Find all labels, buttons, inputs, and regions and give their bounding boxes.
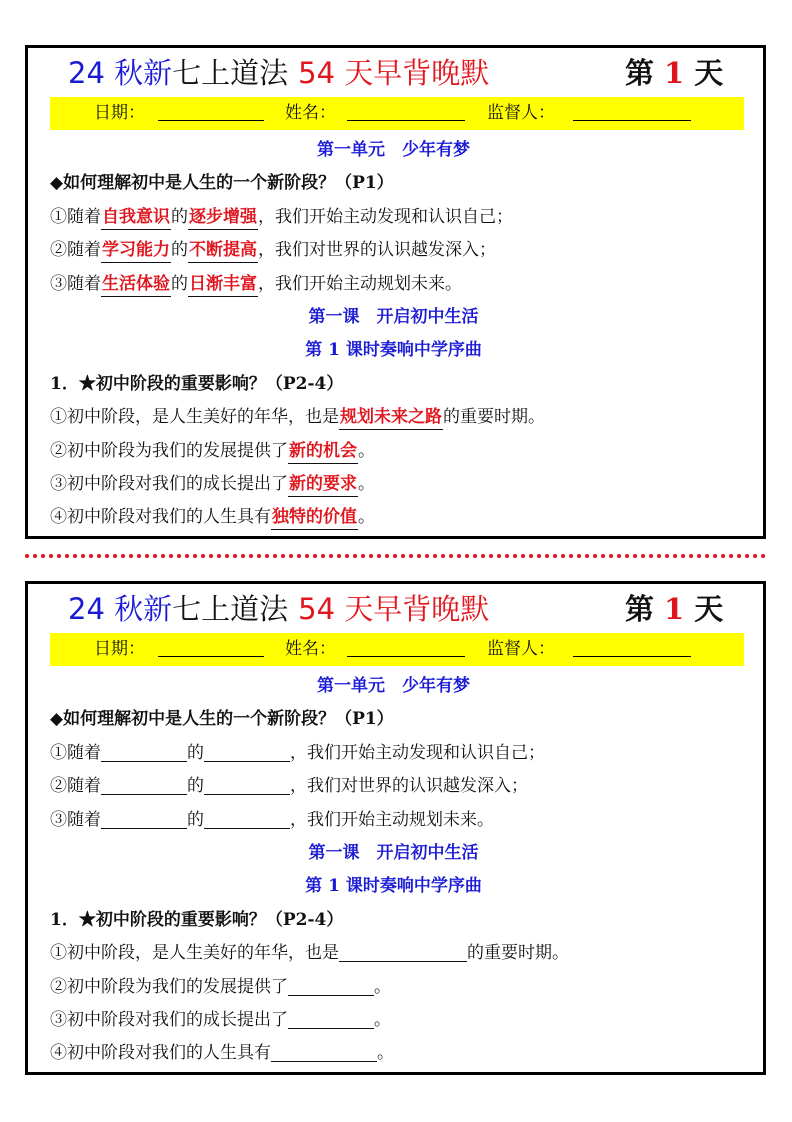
info-bar	[50, 633, 744, 666]
fill-blank[interactable]	[204, 739, 290, 762]
question-heading: ◆如何理解初中是人生的一个新阶段？（P1）	[50, 709, 394, 730]
cut-line-divider	[25, 554, 766, 558]
title-part-1: 24 秋新	[68, 592, 173, 626]
item-text: ，我们开始主动规划未来。	[290, 809, 494, 830]
period-title: 第 1 课时奏响中学序曲	[305, 876, 482, 897]
day-prefix: 第	[625, 56, 655, 90]
day-number: 1	[664, 592, 685, 626]
name-label: 姓名：	[285, 103, 336, 123]
fill-blank[interactable]	[101, 739, 187, 762]
answer-text: 独特的价值	[271, 505, 358, 530]
list-item	[50, 268, 753, 301]
title-part-3: 54 天早背晚默	[298, 56, 490, 90]
item-text: 的	[171, 273, 188, 294]
name-field[interactable]	[347, 120, 465, 121]
title-part-1: 24 秋新	[68, 56, 173, 90]
item-text: ①初中阶段，是人生美好的年华，也是	[50, 943, 339, 964]
item-text: ③初中阶段对我们的成长提出了	[50, 1009, 288, 1030]
content	[50, 670, 753, 1071]
answer-text: 日渐丰富	[188, 272, 258, 297]
title-part-2: 七上道法	[172, 56, 289, 90]
item-text: 的	[187, 809, 204, 830]
item-text: ，我们开始主动发现和认识自己；	[290, 742, 545, 763]
item-text: ③随着	[50, 809, 101, 830]
item-text: 的	[171, 206, 188, 227]
supervisor-field[interactable]	[573, 120, 691, 121]
fill-blank[interactable]	[339, 939, 467, 962]
title-part-3: 54 天早背晚默	[298, 592, 490, 626]
lesson-title: 第一课 开启初中生活	[308, 842, 479, 863]
answer-text: 规划未来之路	[339, 405, 443, 430]
item-text: ①初中阶段，是人生美好的年华，也是	[50, 407, 339, 428]
item-text: 的	[171, 240, 188, 261]
answer-text: 逐步增强	[188, 205, 258, 230]
list-item	[50, 1004, 753, 1037]
answer-text: 新的要求	[288, 472, 358, 497]
name-field[interactable]	[347, 656, 465, 657]
item-text: ④初中阶段对我们的人生具有	[50, 507, 271, 528]
list-item	[50, 1037, 753, 1070]
fill-blank[interactable]	[288, 1006, 374, 1029]
item-text: ③随着	[50, 273, 101, 294]
list-item	[50, 201, 753, 234]
fill-blank[interactable]	[288, 973, 374, 996]
name-label: 姓名：	[285, 639, 336, 659]
date-label: 日期：	[94, 103, 145, 123]
day-prefix: 第	[625, 592, 655, 626]
lesson-title: 第一课 开启初中生活	[308, 306, 479, 327]
item-text: 的重要时期。	[467, 943, 569, 964]
date-field[interactable]	[158, 656, 264, 657]
fill-blank[interactable]	[101, 772, 187, 795]
list-item	[50, 971, 753, 1004]
item-text: ，我们对世界的认识越发深入；	[258, 240, 496, 261]
info-bar	[50, 97, 744, 130]
content	[50, 134, 753, 535]
item-text: ，我们开始主动发现和认识自己；	[258, 206, 513, 227]
item-text: ①随着	[50, 742, 101, 763]
item-text: ①随着	[50, 206, 101, 227]
item-text: ③初中阶段对我们的成长提出了	[50, 473, 288, 494]
unit-title: 第一单元 少年有梦	[317, 140, 470, 160]
item-text: 。	[374, 1009, 391, 1030]
question-heading: 1．★初中阶段的重要影响？（P2-4）	[50, 373, 344, 394]
page-title	[28, 52, 763, 94]
fill-blank[interactable]	[271, 1039, 377, 1062]
title-part-2: 七上道法	[172, 592, 289, 626]
item-text: 的重要时期。	[443, 407, 545, 428]
answer-text: 新的机会	[288, 439, 358, 464]
item-text: 的	[187, 776, 204, 797]
supervisor-label: 监督人：	[487, 103, 555, 123]
item-text: 的	[187, 742, 204, 763]
day-label	[625, 588, 723, 630]
day-label	[625, 52, 723, 94]
day-suffix: 天	[694, 56, 724, 90]
list-item	[50, 435, 753, 468]
list-item	[50, 737, 753, 770]
date-field[interactable]	[158, 120, 264, 121]
fill-blank[interactable]	[204, 806, 290, 829]
list-item	[50, 501, 753, 534]
period-title: 第 1 课时奏响中学序曲	[305, 340, 482, 361]
item-text: ②初中阶段为我们的发展提供了	[50, 440, 288, 461]
list-item	[50, 937, 753, 970]
answer-card	[25, 45, 766, 539]
item-text: ②初中阶段为我们的发展提供了	[50, 976, 288, 997]
day-number: 1	[664, 56, 685, 90]
list-item	[50, 804, 753, 837]
unit-title: 第一单元 少年有梦	[317, 676, 470, 696]
supervisor-label: 监督人：	[487, 639, 555, 659]
item-text: 。	[377, 1043, 394, 1064]
list-item	[50, 401, 753, 434]
list-item	[50, 468, 753, 501]
question-heading: 1．★初中阶段的重要影响？（P2-4）	[50, 909, 344, 930]
list-item	[50, 770, 753, 803]
fill-blank[interactable]	[204, 772, 290, 795]
date-label: 日期：	[94, 639, 145, 659]
item-text: 。	[374, 976, 391, 997]
answer-text: 学习能力	[101, 238, 171, 263]
day-suffix: 天	[694, 592, 724, 626]
blank-card	[25, 581, 766, 1075]
item-text: 。	[358, 440, 375, 461]
question-heading: ◆如何理解初中是人生的一个新阶段？（P1）	[50, 173, 394, 194]
answer-text: 生活体验	[101, 272, 171, 297]
item-text: 。	[358, 473, 375, 494]
item-text: ，我们开始主动规划未来。	[258, 273, 462, 294]
item-text: ②随着	[50, 240, 101, 261]
answer-text: 自我意识	[101, 205, 171, 230]
item-text: 。	[358, 507, 375, 528]
list-item	[50, 234, 753, 267]
item-text: ④初中阶段对我们的人生具有	[50, 1043, 271, 1064]
page-title	[28, 588, 763, 630]
fill-blank[interactable]	[101, 806, 187, 829]
answer-text: 不断提高	[188, 238, 258, 263]
item-text: ，我们对世界的认识越发深入；	[290, 776, 528, 797]
item-text: ②随着	[50, 776, 101, 797]
supervisor-field[interactable]	[573, 656, 691, 657]
